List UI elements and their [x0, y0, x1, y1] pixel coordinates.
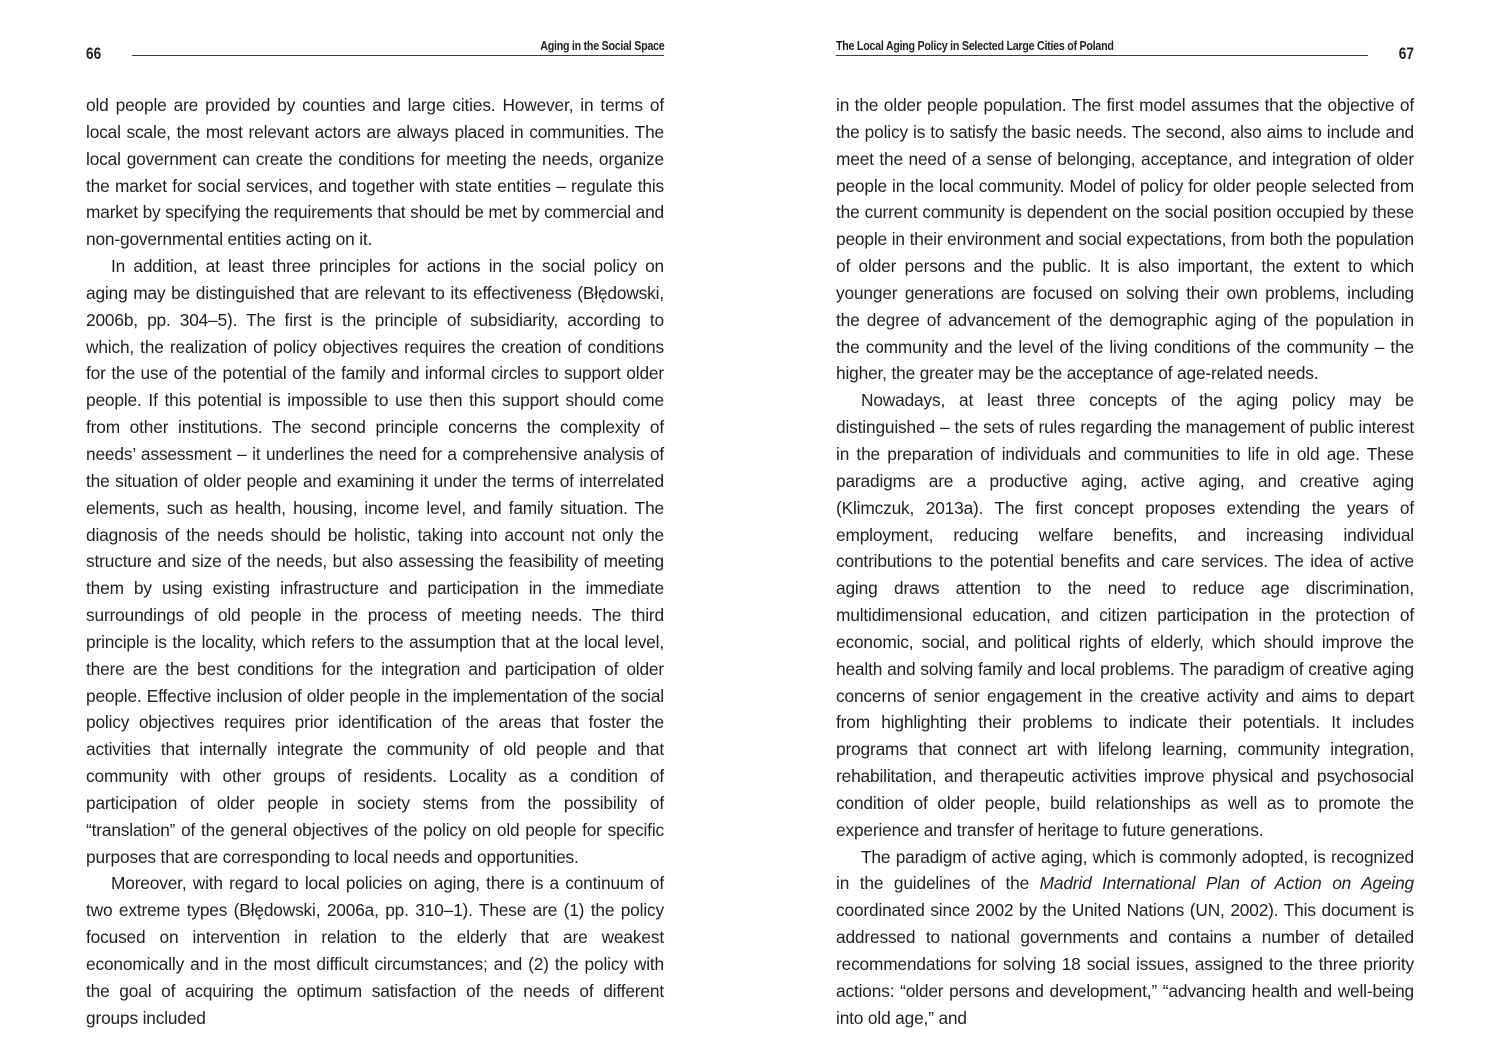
right-page-body [836, 92, 1414, 1032]
right-page [836, 0, 1414, 1064]
running-title: Aging in the Social Space [539, 38, 664, 53]
header-rule [836, 55, 1368, 56]
page-number: 67 [1398, 44, 1414, 63]
paragraph: Nowadays, at least three concepts of the aging policy may be distinguished – the sets of rules regarding the management of public interest in the preparation of individuals and communities to life in old age. These paradigms are a productive aging, active aging, and creative aging (Klimczuk, 2013a). The first concept proposes extending the years of employment, reducing welfare benefits, and increasing individual contributions to the potential benefits and care services. The idea of active aging draws attention to the need to reduce age discrimination, multidimensional education, and citizen participation in the protection of economic, social, and political rights of elderly, which should improve the health and solving family and local problems. The paradigm of creative aging concerns of senior engagement in the creative activity and aims to depart from highlighting their problems to indicate their potentials. It includes programs that connect art with lifelong learning, community integration, rehabilitation, and therapeutic activities improve physical and psychosocial condition of older people, build relationships as well as to promote the experience and transfer of heritage to future generations. [836, 390, 1414, 840]
paragraph: in the older people population. The first model assumes that the objective of the policy is to satisfy the basic needs. The second, also aims to include and meet the need of a sense of belonging, acceptance, and integration of older people in the local community. Model of policy for older people selected from the current community is dependent on the social position occupied by these people in their environment and social expectations, from both the population of older persons and the public. It is also important, the extent to which younger generations are focused on solving their own problems, including the degree of advancement of the demographic aging of the population in the community and the level of the living conditions of the community – the higher, the greater may be the acceptance of age-related needs. [836, 95, 1414, 384]
left-page [86, 0, 664, 1064]
left-page-body [86, 92, 664, 1032]
left-page-header [86, 34, 664, 70]
page-number: 66 [86, 44, 102, 63]
running-title: The Local Aging Policy in Selected Large Cities of Poland [836, 38, 1114, 53]
paragraph: Moreover, with regard to local policies on aging, there is a continuum of two extreme types (Błędowski, 2006a, pp. 310–1). These are (1) the policy focused on intervention in relation to the elderly that are weakest economically and in the most difficult circumstances; and (2) the policy with the goal of acquiring the optimum satisfaction of the needs of different groups included [86, 873, 664, 1028]
paragraph: In addition, at least three principles for actions in the social policy on aging may be distinguished that are relevant to its effectiveness (Błędowski, 2006b, pp. 304–5). The first is the principle of subsidiarity, according to which, the realization of policy objectives requires the creation of conditions for the use of the potential of the family and informal circles to support older people. If this potential is impossible to use then this support should come from other institutions. The second principle concerns the complexity of needs’ assessment – it underlines the need for a comprehensive analysis of the situation of older people and examining it under the terms of interrelated elements, such as health, housing, income level, and family situation. The diagnosis of the needs should be holistic, taking into account not only the structure and size of the needs, but also assessing the feasibility of meeting them by using existing infrastructure and participation in the immediate surroundings of old people in the process of meeting needs. The third principle is the locality, which refers to the assumption that at the local level, there are the best conditions for the integration and participation of older people. Effective inclusion of older people in the implementation of the social policy objectives requires prior identification of the areas that foster the activities that internally integrate the community of old people and that community with other groups of residents. Locality as a condition of participation of older people in society stems from the possibility of “translation” of the general objectives of the policy on old people for specific purposes that are corresponding to local needs and opportunities. [86, 256, 664, 867]
header-rule [132, 55, 664, 56]
paragraph-text: The paradigm of active aging, which is commonly adopted, is recognized in the guidelines of the [836, 846, 1414, 894]
paragraph [836, 844, 1414, 1032]
italic-title: Madrid International Plan of Action on Ageing [1039, 873, 1414, 894]
right-page-header [836, 34, 1414, 70]
paragraph-text: coordinated since 2002 by the United Nations (UN, 2002). This document is addressed to national governments and contains a number of detailed recommendations for solving 18 social issues, assigned to the three priority actions: “older persons and development,” “advancing health and well-being into old age,” and [836, 900, 1414, 1028]
paragraph: old people are provided by counties and large cities. However, in terms of local scale, the most relevant actors are always placed in communities. The local government can create the conditions for meeting the needs, organize the market for social services, and together with state entities – regulate this market by specifying the requirements that should be met by commercial and non-governmental entities acting on it. [86, 95, 664, 250]
